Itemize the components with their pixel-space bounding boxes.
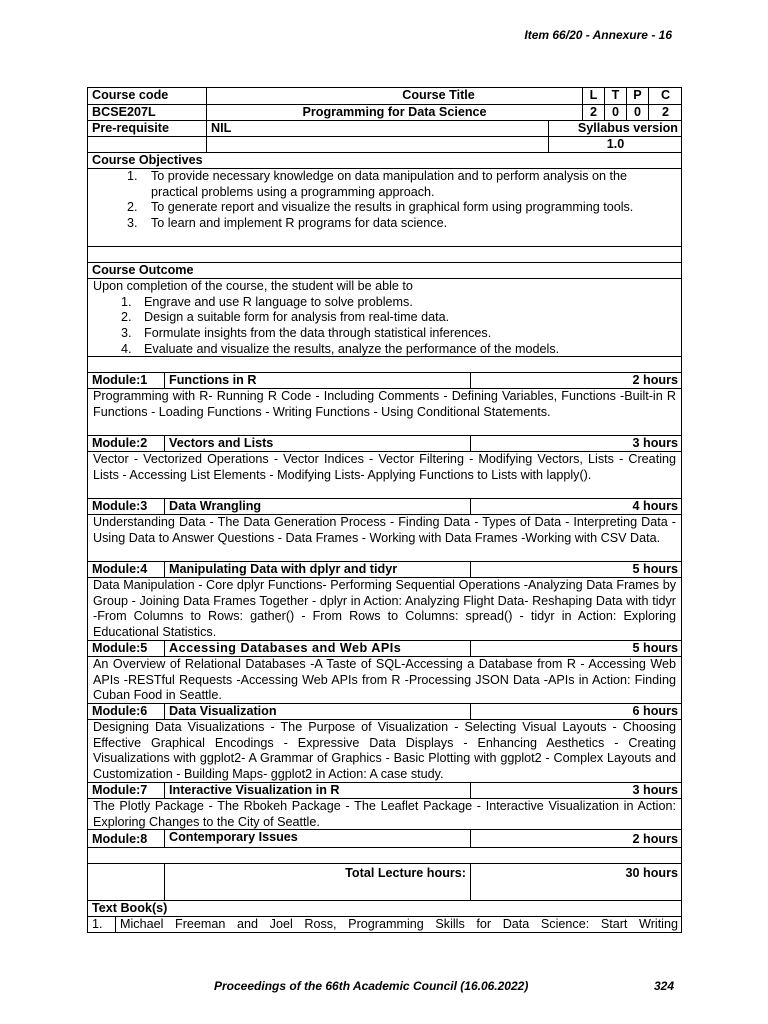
course-title: Programming for Data Science <box>206 105 582 120</box>
course-header-row <box>88 88 681 104</box>
module-title: Interactive Visualization in R <box>164 783 470 798</box>
list-number: 1. <box>121 294 132 309</box>
page-footer <box>214 979 674 993</box>
module-content: Understanding Data - The Data Generation Process - Finding Data - Types of Data - Interpreting Data - Using Data to Answer Questions - Data Frames - Working with Data Frames -Working with CSV Data. <box>93 515 676 545</box>
module-title: Data Visualization <box>164 704 470 719</box>
module-content-row <box>88 514 681 561</box>
list-text: Design a suitable form for analysis from real-time data. <box>144 310 450 325</box>
module-label: Module:5 <box>92 641 148 655</box>
list-item <box>93 295 676 311</box>
module-header-row <box>88 498 681 514</box>
module-title: Contemporary Issues <box>164 830 470 847</box>
module-hours: 2 hours <box>470 830 682 847</box>
textbook-number: 1. <box>92 917 103 931</box>
module-header-row <box>88 640 681 656</box>
t-label: T <box>604 88 626 104</box>
module-label: Module:3 <box>92 499 148 513</box>
module-content-row <box>88 451 681 498</box>
prerequisite-value: NIL <box>206 121 548 136</box>
module-content: An Overview of Relational Databases -A Taste of SQL-Accessing a Database from R - Accessing Web APIs -RESTful Requests -Accessing Web APIs from R -Processing JSON Data -APIs in Action: Finding Cuban Food in Seattle. <box>93 657 676 703</box>
module-label: Module:7 <box>92 783 148 797</box>
module-header-row <box>88 703 681 719</box>
list-text: Engrave and use R language to solve problems. <box>144 294 413 309</box>
module-title: Functions in R <box>164 373 470 388</box>
textbooks-heading: Text Book(s) <box>92 901 168 915</box>
textbook-entry: Michael Freeman and Joel Ross, Programming Skills for Data Science: Start Writing <box>115 917 682 932</box>
module-header-row <box>88 829 681 847</box>
module-header-row <box>88 435 681 451</box>
module-hours: 3 hours <box>470 783 682 798</box>
list-text: To provide necessary knowledge on data manipulation and to perform analysis on the practical problems using a programming approach. <box>151 169 628 199</box>
module-hours: 5 hours <box>470 641 682 656</box>
objectives-heading-row <box>88 152 681 168</box>
module-hours: 6 hours <box>470 704 682 719</box>
page-number: 324 <box>653 979 674 993</box>
p-label: P <box>626 88 648 104</box>
module-label: Module:2 <box>92 436 148 450</box>
list-text: Evaluate and visualize the results, analyze the performance of the models. <box>144 341 560 356</box>
textbooks-heading-row <box>88 900 681 916</box>
list-item <box>93 200 667 216</box>
list-number: 3. <box>127 216 138 231</box>
module-hours: 3 hours <box>470 436 682 451</box>
module-content-row <box>88 798 681 829</box>
module-label: Module:4 <box>92 562 148 576</box>
module-label: Module:8 <box>92 832 148 846</box>
list-text: To generate report and visualize the results in graphical form using programming tools. <box>151 200 634 215</box>
total-hours-value: 30 hours <box>470 864 682 900</box>
outcome-row <box>88 278 681 356</box>
module-title: Vectors and Lists <box>164 436 470 451</box>
module-content-row <box>88 656 681 703</box>
module-hours: 4 hours <box>470 499 682 514</box>
module-content-row <box>88 577 681 640</box>
list-number: 2. <box>121 310 132 325</box>
l-value: 2 <box>582 105 604 120</box>
course-title-label: Course Title <box>206 88 670 104</box>
total-hours-label: Total Lecture hours: <box>164 864 470 900</box>
blank-cell <box>206 137 548 152</box>
total-hours-row <box>88 863 681 900</box>
list-number: 2. <box>127 200 138 215</box>
objectives-list <box>88 169 681 232</box>
module-content-row <box>88 388 681 435</box>
list-number: 3. <box>121 326 132 341</box>
module-content: Designing Data Visualizations - The Purpose of Visualization - Selecting Visual Layouts - Choosing Effective Graphical Encodings - Expressive Data Displays - Enhancing Aesthetics - Creating Visualizations with ggplot2- A Grammar of Graphics - Basic Plotting with ggplot2 - Complex Layouts and Customization - Building Maps- ggplot2 in Action: A case study. <box>93 720 676 782</box>
module-hours: 5 hours <box>470 562 682 577</box>
list-item <box>93 326 676 342</box>
page-header-annexure: Item 66/20 - Annexure - 16 <box>524 28 672 42</box>
c-label: C <box>648 88 682 104</box>
outcome-heading-row <box>88 262 681 278</box>
footer-proceedings: Proceedings of the 66th Academic Council (16.06.2022) <box>214 979 529 993</box>
p-value: 0 <box>626 105 648 120</box>
module-title: Manipulating Data with dplyr and tidyr <box>164 562 470 577</box>
course-code: BCSE207L <box>92 105 156 119</box>
module-header-row <box>88 372 681 388</box>
module-label: Module:1 <box>92 373 148 387</box>
module-header-row <box>88 561 681 577</box>
syllabus-version-row <box>88 136 681 152</box>
list-number: 1. <box>127 169 138 183</box>
outcome-intro: Upon completion of the course, the student will be able to <box>93 279 413 293</box>
module-content: Programming with R- Running R Code - Including Comments - Defining Variables, Functions -Built-in R Functions - Loading Functions - Writing Functions - Using Conditional Statements. <box>93 389 676 419</box>
module-label: Module:6 <box>92 704 148 718</box>
objectives-row <box>88 168 681 246</box>
list-text: To learn and implement R programs for data science. <box>151 216 448 231</box>
prerequisite-label: Pre-requisite <box>92 121 169 135</box>
module-content: Data Manipulation - Core dplyr Functions- Performing Sequential Operations -Analyzing Data Frames by Group - Joining Data Frames Together - dplyr in Action: Analyzing Flight Data- Reshaping Data with tidyr -From Columns to Rows: gather() - From Rows to Columns: spread() - tidyr in Action: Exploring Educational Statistics. <box>93 578 676 640</box>
textbook-row <box>88 916 681 932</box>
module-content: The Plotly Package - The Rbokeh Package - The Leaflet Package - Interactive Visualization in Action: Exploring Changes to the City of Seattle. <box>93 799 676 829</box>
spacer-row <box>88 246 681 262</box>
module-hours: 2 hours <box>470 373 682 388</box>
list-text: Formulate insights from the data through statistical inferences. <box>144 326 492 341</box>
list-item <box>93 169 667 200</box>
prerequisite-row <box>88 120 681 136</box>
syllabus-version-value: 1.0 <box>548 137 682 152</box>
l-label: L <box>582 88 604 104</box>
list-item <box>93 310 676 326</box>
module-header-row <box>88 782 681 798</box>
syllabus-version-label: Syllabus version <box>548 121 682 136</box>
module-title: Data Wrangling <box>164 499 470 514</box>
list-item <box>93 216 667 232</box>
t-value: 0 <box>604 105 626 120</box>
module-title: Accessing Databases and Web APIs <box>164 641 470 656</box>
c-value: 2 <box>648 105 682 120</box>
module-content: Vector - Vectorized Operations - Vector Indices - Vector Filtering - Modifying Vectors, Lists - Creating Lists - Accessing List Elements - Modifying Lists- Applying Functions to Lists with lapply(). <box>93 452 676 482</box>
spacer-row <box>88 847 681 863</box>
outcome-list <box>88 295 681 358</box>
objectives-heading: Course Objectives <box>92 153 203 167</box>
course-value-row <box>88 104 681 120</box>
module-content-row <box>88 719 681 782</box>
syllabus-table <box>87 87 682 933</box>
spacer-row <box>88 356 681 372</box>
course-code-label: Course code <box>92 88 169 102</box>
outcome-heading: Course Outcome <box>92 263 194 277</box>
list-number: 4. <box>121 341 132 356</box>
